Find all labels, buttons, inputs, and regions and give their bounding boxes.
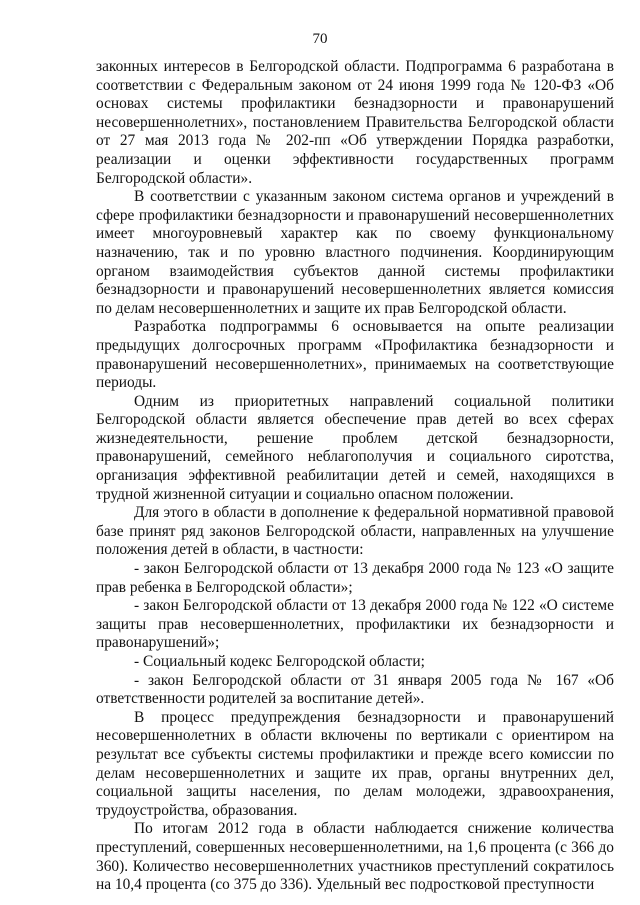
paragraph-development-basis: Разработка подпрограммы 6 основывается на опыте реализации предыдущих долгосрочных программ «Профилактика безнадзорности и правонарушений несовершеннолетних», принимаемых на соответствующие периоды. <box>96 318 614 392</box>
paragraph-legal-basis: законных интересов в Белгородской области. Подпрограмма 6 разработана в соответствии с Федеральным законом от 24 июня 1999 года № 120-ФЗ «Об основах системы профилактики безнадзорности и правонарушений несовершеннолетних», постановлением Правительства Белгородской области от 27 мая 2013 года № 202-пп «Об утверждении Порядка разработки, реализации и оценки эффективности государственных программ Белгородской области». <box>96 58 614 187</box>
paragraph-social-policy: Одним из приоритетных направлений социальной политики Белгородской области является обеспечение прав детей во всех сферах жизнедеятельности, решение проблем детской безнадзорности, правонарушений, семейного неблагополучия и социального сиротства, организация эффективной реабилитации детей и семей, находящихся в трудной жизненной ситуации и социально опасном положении. <box>96 392 614 503</box>
list-item-social-code: - Социальный кодекс Белгородской области; <box>134 653 425 670</box>
list-item-law-123: - закон Белгородской области от 13 декабря 2000 года № 123 «О защите прав ребенка в Белгородской области»; <box>96 560 614 596</box>
paragraph-2012-results: По итогам 2012 года в области наблюдается снижение количества преступлений, совершенных несовершеннолетними, на 1,6 процента (с 366 до 360). Количество несовершеннолетних участников преступлений сократилось на 10,4 процента (со 375 до 336). Удельный вес подростковой преступности <box>96 820 614 894</box>
paragraph-regional-laws-intro: Для этого в области в дополнение к федеральной нормативной правовой базе принят ряд законов Белгородской области, направленных на улучшение положения детей в области, в частности: <box>96 504 614 559</box>
list-item-law-122: - закон Белгородской области от 13 декабря 2000 года № 122 «О системе защиты прав несовершеннолетних, профилактики их безнадзорности и правонарушений»; <box>96 597 614 652</box>
list-item-law-167: - закон Белгородской области от 31 января 2005 года № 167 «Об ответственности родителей за воспитание детей». <box>96 671 614 708</box>
paragraph-prevention-subjects: В процесс предупреждения безнадзорности и правонарушений несовершеннолетних в области включены по вертикали с ориентиром на результат все субъекты системы профилактики и прежде всего комиссии по делам несовершеннолетних и защите их прав, органы внутренних дел, социальной защиты населения, по делам молодежи, здравоохранения, трудоустройства, образования. <box>96 708 614 819</box>
paragraph-system-of-bodies: В соответствии с указанным законом система органов и учреждений в сфере профилактики безнадзорности и правонарушений несовершеннолетних имеет многоуровневый характер как по своему функциональному назначению, так и по уровню властного подчинения. Координирующим органом взаимодействия субъектов данной системы профилактики безнадзорности и правонарушений несовершеннолетних является комиссия по делам несовершеннолетних и защите их прав Белгородской области. <box>96 188 614 317</box>
page-number: 70 <box>312 31 328 47</box>
